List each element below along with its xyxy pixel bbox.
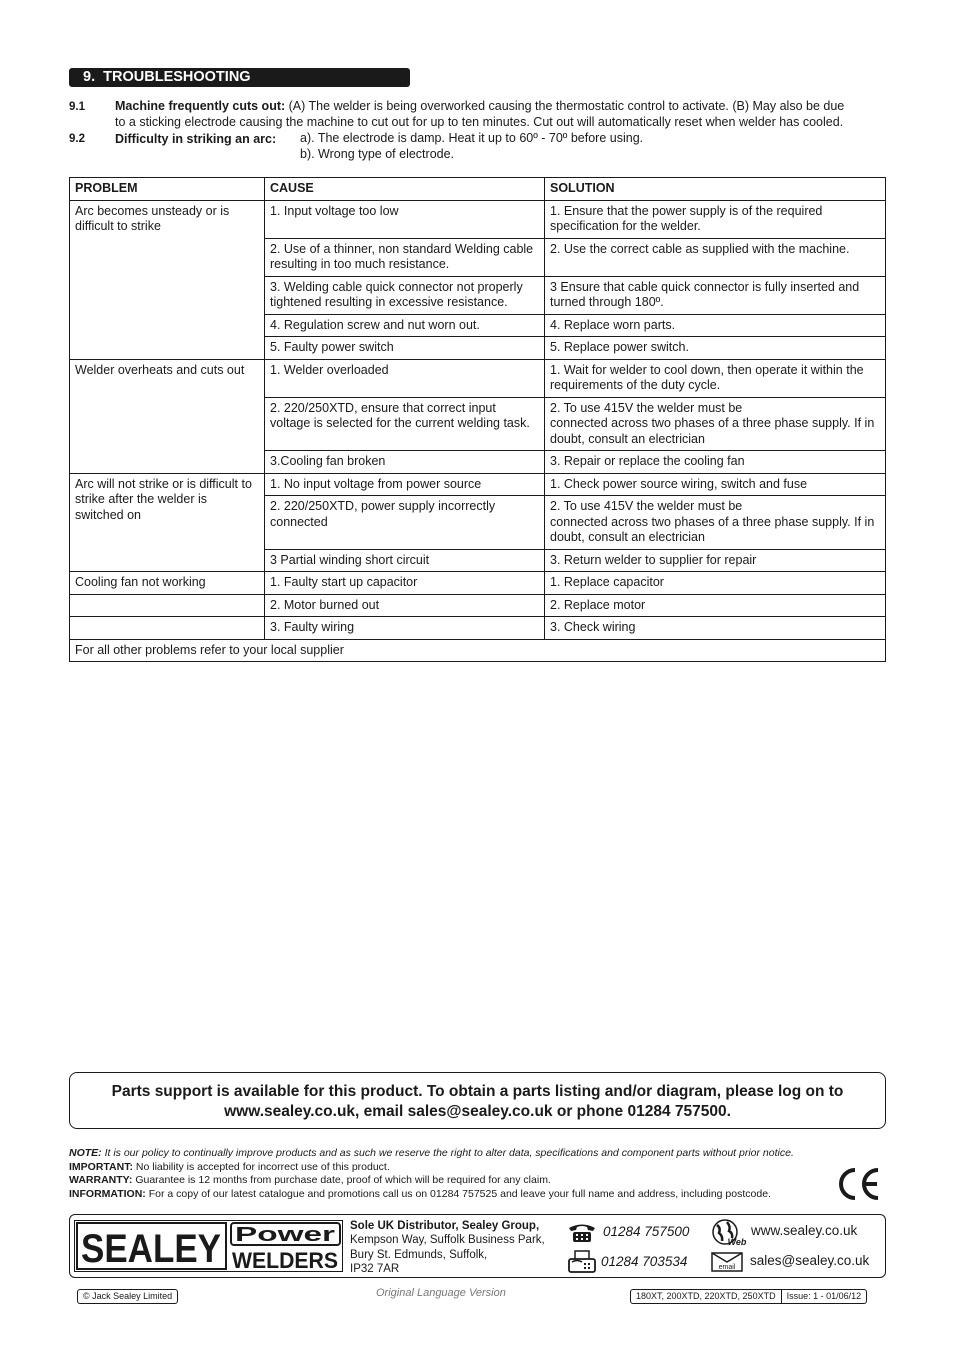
distributor-line1: Sole UK Distributor, Sealey Group,: [350, 1220, 540, 1232]
section-number: 9.: [83, 69, 96, 85]
item-9-1-text-line1: (A) The welder is being overworked causing the thermostatic control to activate. (B) May also be due: [288, 99, 845, 113]
cause-cell: 4. Regulation screw and nut worn out.: [265, 314, 545, 337]
cause-cell: 1. Welder overloaded: [265, 359, 545, 397]
solution-cell: 1. Check power source wiring, switch and fuse: [545, 473, 886, 496]
solution-cell: 1. Replace capacitor: [545, 572, 886, 595]
note-text: It is our policy to continually improve products and as such we reserve the right to alter data, specifications and component parts without prior notice.: [104, 1147, 794, 1159]
important-label: IMPORTANT:: [69, 1160, 133, 1173]
phone-number[interactable]: 01284 757500: [603, 1224, 690, 1239]
cause-cell: 1. Input voltage too low: [265, 200, 545, 238]
item-9-1: [115, 99, 885, 130]
problem-cell: [70, 617, 265, 640]
table-row: [70, 617, 886, 640]
cause-cell: 3.Cooling fan broken: [265, 451, 545, 474]
problem-cell: Welder overheats and cuts out: [70, 359, 265, 473]
parts-support-box: [69, 1072, 886, 1129]
solution-cell: 3. Repair or replace the cooling fan: [545, 451, 886, 474]
web-icon-label: Web: [727, 1237, 747, 1247]
table-row: [70, 572, 886, 595]
header-problem: PROBLEM: [70, 178, 265, 201]
item-9-2-line-b: b). Wrong type of electrode.: [300, 147, 455, 161]
table-header-row: [70, 178, 886, 201]
problem-cell: Arc becomes unsteady or is difficult to strike: [70, 200, 265, 359]
problem-cell: Cooling fan not working: [70, 572, 265, 595]
footer-cell: For all other problems refer to your local supplier: [70, 639, 886, 662]
solution-cell: 2. To use 415V the welder must be connected across two phases of a three phase supply. If in doubt, consult an electrician: [545, 397, 886, 451]
solution-cell: 1. Wait for welder to cool down, then operate it within the requirements of the duty cycle.: [545, 359, 886, 397]
information-label: INFORMATION:: [69, 1187, 146, 1200]
header-cause: CAUSE: [265, 178, 545, 201]
logo-brand: SEALEY: [81, 1227, 222, 1271]
cause-cell: 5. Faulty power switch: [265, 337, 545, 360]
copyright-label: © Jack Sealey Limited: [77, 1289, 178, 1304]
model-numbers: 180XT, 200XTD, 220XTD, 250XTD: [636, 1291, 776, 1301]
troubleshooting-table: [69, 177, 886, 662]
item-9-2-heading: Difficulty in striking an arc:: [115, 132, 277, 146]
email-icon: [711, 1252, 743, 1272]
solution-cell: 2. To use 415V the welder must be connected across two phases of a three phase supply. If in doubt, consult an electrician: [545, 496, 886, 550]
information-text: For a copy of our latest catalogue and promotions call us on 01284 757525 and leave your full name and address, including postcode.: [148, 1187, 771, 1200]
language-version: Original Language Version: [376, 1287, 506, 1299]
solution-cell: 3. Return welder to supplier for repair: [545, 549, 886, 572]
solution-cell: 2. Replace motor: [545, 594, 886, 617]
item-9-1-heading: Machine frequently cuts out:: [115, 99, 286, 113]
distributor-address: [350, 1219, 545, 1277]
ce-mark-icon: [836, 1166, 880, 1202]
sealey-power-welders-logo: [74, 1220, 343, 1272]
item-9-1-text-line2: to a sticking electrode causing the machine to cut out for up to ten minutes. Cut out will automatically reset when welder has cooled.: [115, 114, 844, 129]
note-label: NOTE:: [69, 1147, 102, 1159]
problem-cell: [70, 594, 265, 617]
table-row: [70, 359, 886, 397]
cause-cell: 3. Faulty wiring: [265, 617, 545, 640]
distributor-line2: Kempson Way, Suffolk Business Park,: [350, 1234, 545, 1247]
solution-cell: 3. Check wiring: [545, 617, 886, 640]
table-footer-row: [70, 639, 886, 662]
solution-cell: 2. Use the correct cable as supplied with the machine.: [545, 238, 886, 276]
issue-number: Issue: 1 - 01/06/12: [781, 1290, 867, 1303]
distributor-line4: IP32 7AR: [350, 1263, 400, 1276]
table-row: [70, 594, 886, 617]
parts-support-line2: www.sealey.co.uk, email sales@sealey.co.uk or phone 01284 757500.: [224, 1103, 731, 1120]
solution-cell: 4. Replace worn parts.: [545, 314, 886, 337]
cause-cell: 2. Use of a thinner, non standard Welding cable resulting in too much resistance.: [265, 238, 545, 276]
company-footer: [69, 1214, 886, 1278]
header-solution: SOLUTION: [545, 178, 886, 201]
cause-cell: 1. No input voltage from power source: [265, 473, 545, 496]
warranty-label: WARRANTY:: [69, 1174, 133, 1187]
item-number-9-1: 9.1: [69, 101, 85, 113]
problem-cell: Arc will not strike or is difficult to strike after the welder is switched on: [70, 473, 265, 572]
logo-welders: WELDERS: [232, 1248, 338, 1272]
section-title: TROUBLESHOOTING: [103, 69, 251, 85]
cause-cell: 3 Partial winding short circuit: [265, 549, 545, 572]
cause-cell: 2. Motor burned out: [265, 594, 545, 617]
item-number-9-2: 9.2: [69, 133, 85, 145]
cause-cell: 3. Welding cable quick connector not properly tightened resulting in excessive resistance.: [265, 276, 545, 314]
item-9-2-line-a: a). The electrode is damp. Heat it up to 60º - 70º before using.: [300, 131, 644, 145]
model-issue-label: [630, 1289, 867, 1304]
solution-cell: 3 Ensure that cable quick connector is fully inserted and turned through 180º.: [545, 276, 886, 314]
cause-cell: 2. 220/250XTD, ensure that correct input voltage is selected for the current welding task.: [265, 397, 545, 451]
fax-number[interactable]: 01284 703534: [601, 1254, 688, 1269]
warranty-text: Guarantee is 12 months from purchase date, proof of which will be required for any claim.: [135, 1174, 551, 1187]
email-icon-label: email: [718, 1264, 736, 1271]
solution-cell: 5. Replace power switch.: [545, 337, 886, 360]
website-link[interactable]: www.sealey.co.uk: [751, 1223, 858, 1238]
email-link[interactable]: sales@sealey.co.uk: [750, 1253, 870, 1268]
notes-block: [69, 1147, 849, 1201]
distributor-line3: Bury St. Edmunds, Suffolk,: [350, 1248, 488, 1261]
logo-power: Power: [235, 1224, 336, 1246]
fax-icon: [567, 1250, 597, 1274]
important-text: No liability is accepted for incorrect use of this product.: [135, 1160, 390, 1173]
cause-cell: 1. Faulty start up capacitor: [265, 572, 545, 595]
section-heading: [69, 68, 410, 87]
globe-icon: [711, 1219, 747, 1247]
telephone-icon: [567, 1221, 597, 1243]
table-row: [70, 200, 886, 238]
parts-support-line1: Parts support is available for this product. To obtain a parts listing and/or diagram, please log on to: [111, 1083, 844, 1100]
cause-cell: 2. 220/250XTD, power supply incorrectly connected: [265, 496, 545, 550]
solution-cell: 1. Ensure that the power supply is of the required specification for the welder.: [545, 200, 886, 238]
table-row: [70, 473, 886, 496]
